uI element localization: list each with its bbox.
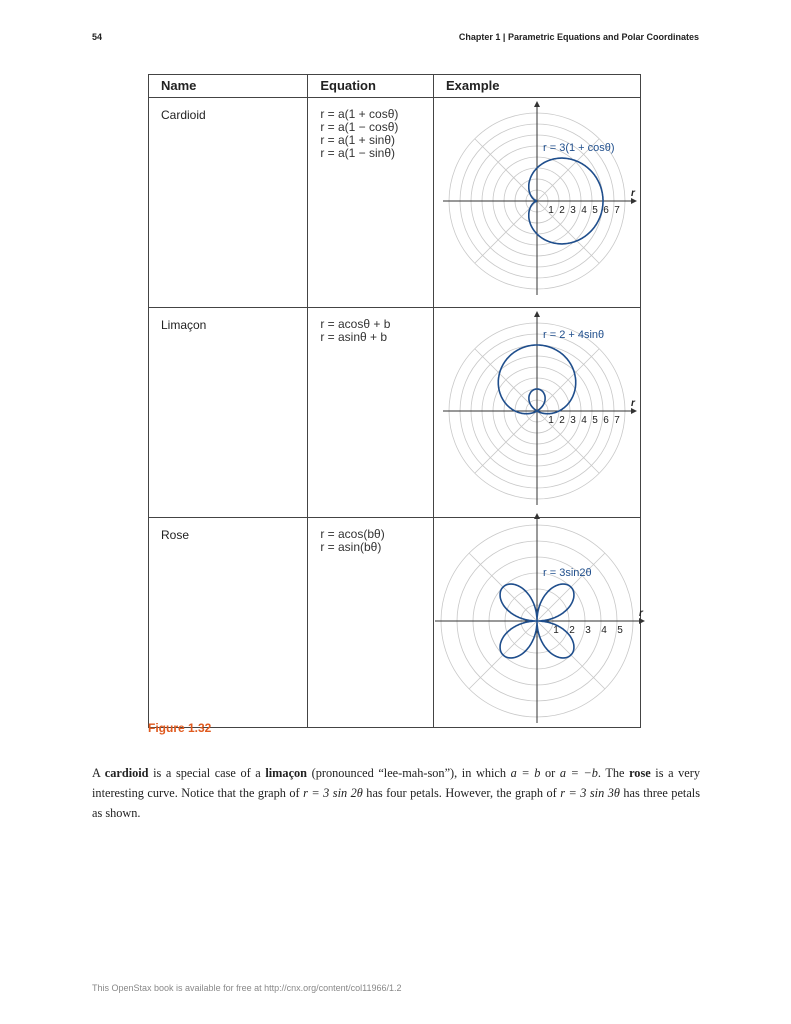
tick-label: 2 xyxy=(559,205,565,216)
equation: r = a(1 − cosθ) xyxy=(320,120,399,134)
column-header-example: Example xyxy=(434,75,641,98)
equation-list xyxy=(308,98,434,308)
text: is a special case of a xyxy=(148,766,266,780)
text: has four petals. However, the graph of xyxy=(362,786,561,800)
math: r = 3 sin 3θ xyxy=(560,786,620,800)
table-row xyxy=(149,518,641,728)
math: a = b xyxy=(510,766,541,780)
text: (pronounced “lee-mah-son”), in which xyxy=(307,766,511,780)
figure-caption: Figure 1.32 xyxy=(148,721,212,735)
limacon-graph xyxy=(434,308,640,514)
equation: r = a(1 + cosθ) xyxy=(320,107,399,121)
tick-label: 7 xyxy=(614,415,620,426)
text: has three petals as shown. xyxy=(92,786,700,820)
column-header-name: Name xyxy=(149,75,308,98)
tick-label: 6 xyxy=(603,415,609,426)
example-cell xyxy=(434,98,641,308)
equation-list xyxy=(308,308,434,518)
tick-label: 3 xyxy=(570,205,576,216)
curve-name: Limaçon xyxy=(149,308,308,518)
equation: r = asin(bθ) xyxy=(320,540,382,554)
equation: r = acosθ + b xyxy=(320,317,391,331)
text: A xyxy=(92,766,105,780)
equation: r = a(1 − sinθ) xyxy=(320,146,396,160)
column-header-equation: Equation xyxy=(308,75,434,98)
tick-label: 5 xyxy=(592,415,598,426)
axis-arrow-icon xyxy=(534,311,540,317)
running-header: Chapter 1 | Parametric Equations and Polar Coordinates xyxy=(458,32,699,42)
curve-name: Cardioid xyxy=(149,98,308,308)
tick-label: 5 xyxy=(617,625,623,636)
example-cell xyxy=(434,518,641,728)
text: . The xyxy=(597,766,630,780)
equation: r = acos(bθ) xyxy=(320,527,385,541)
term-rose: rose xyxy=(629,766,651,780)
curve-label: r = 2 + 4sinθ xyxy=(543,329,605,341)
tick-label: 2 xyxy=(559,415,565,426)
axis-label: r xyxy=(631,398,635,409)
axis-label: r xyxy=(639,608,643,619)
equation-list xyxy=(308,518,434,728)
tick-label: 4 xyxy=(581,415,587,426)
tick-label: 3 xyxy=(585,625,591,636)
equation: r = a(1 + sinθ) xyxy=(320,133,396,147)
term-cardioid: cardioid xyxy=(104,766,149,780)
equation: r = asinθ + b xyxy=(320,330,388,344)
body-paragraph xyxy=(92,763,700,823)
tick-label: 6 xyxy=(603,205,609,216)
tick-label: 1 xyxy=(548,205,554,216)
math: a = −b xyxy=(559,766,598,780)
polar-curves-table xyxy=(148,74,641,728)
axis-arrow-icon xyxy=(534,101,540,107)
table-row xyxy=(149,98,641,308)
tick-label: 1 xyxy=(548,415,554,426)
tick-label: 2 xyxy=(569,625,575,636)
footer-note: This OpenStax book is available for free at http://cnx.org/content/col11966/1.2 xyxy=(92,983,402,993)
tick-label: 7 xyxy=(614,205,620,216)
axis-label: r xyxy=(631,188,635,199)
tick-label: 4 xyxy=(601,625,607,636)
table-header-row xyxy=(149,75,641,98)
text: is a very interesting curve. Notice that the graph of xyxy=(92,766,700,800)
term-limacon: limaçon xyxy=(265,766,308,780)
rose-graph xyxy=(434,518,643,724)
tick-label: 4 xyxy=(581,205,587,216)
text: or xyxy=(540,766,560,780)
example-cell xyxy=(434,308,641,518)
table-row xyxy=(149,308,641,518)
tick-label: 5 xyxy=(592,205,598,216)
math: r = 3 sin 2θ xyxy=(303,786,363,800)
tick-label: 3 xyxy=(570,415,576,426)
page-number: 54 xyxy=(92,32,103,42)
cardioid-graph xyxy=(434,98,640,304)
curve-label: r = 3sin2θ xyxy=(543,567,592,579)
curve-name: Rose xyxy=(149,518,308,728)
tick-label: 1 xyxy=(553,625,559,636)
curve-label: r = 3(1 + cosθ) xyxy=(543,142,615,154)
